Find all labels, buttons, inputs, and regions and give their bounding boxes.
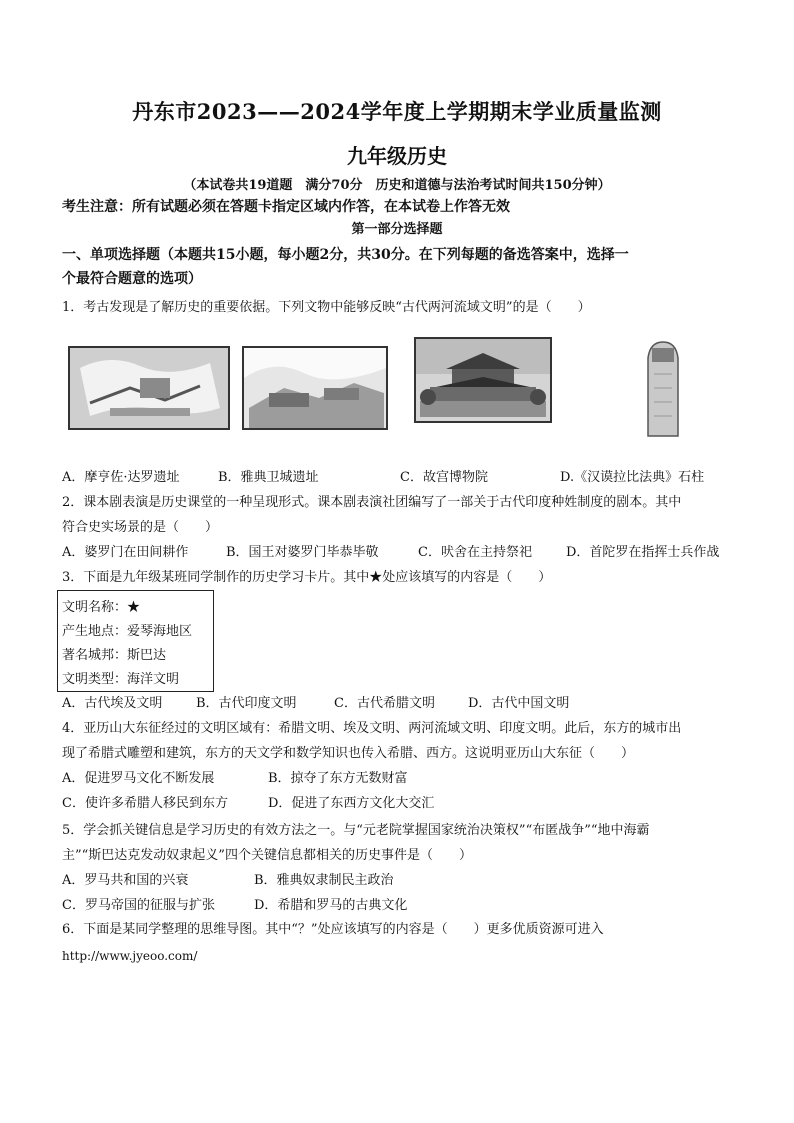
q2-stem-line1: 2．课本剧表演是历史课堂的一种呈现形式。课本剧表演社团编写了一部关于古代印度种姓制度的剧本。其中	[62, 495, 682, 510]
q4-options-row1	[62, 770, 734, 788]
notice: 考生注意：所有试题必须在答题卡指定区域内作答，在本试卷上作答无效	[62, 199, 510, 215]
q1-option-c: C．故宫博物院	[400, 470, 488, 485]
stele-photo	[640, 340, 686, 438]
card-line-type: 文明类型：海洋文明	[62, 672, 180, 687]
q1-options	[62, 469, 734, 487]
q4-option-c: C．使许多希腊人移民到东方	[62, 796, 228, 811]
ruins-photo-b	[242, 346, 388, 430]
q3-option-d: D．古代中国文明	[468, 696, 570, 711]
source-url[interactable]: http://www.jyeoo.com/	[62, 949, 198, 963]
q3-option-a: A．古代埃及文明	[62, 696, 163, 711]
exam-subtitle: 九年级历史	[347, 144, 447, 168]
card-line-name: 文明名称：★	[62, 600, 141, 615]
q4-option-d: D．促进了东西方文化大交汇	[268, 796, 435, 811]
q2-option-b: B．国王对婆罗门毕恭毕敬	[226, 545, 379, 560]
q5-options-row1	[62, 872, 734, 890]
card-line-place: 产生地点：爱琴海地区	[62, 624, 193, 639]
q5-option-b: B．雅典奴隶制民主政治	[254, 873, 394, 888]
q3-options	[62, 695, 734, 713]
q5-stem-line1: 5．学会抓关键信息是学习历史的有效方法之一。与“元老院掌握国家统治决策权”“布匿战争”“地中海霸	[62, 823, 650, 838]
part-heading: 第一部分选择题	[351, 222, 443, 237]
q2-option-c: C．吠舍在主持祭祀	[418, 545, 532, 560]
section-heading-line1: 一、单项选择题（本题共15小题，每小题2分，共30分。在下列每题的备选答案中，选择一	[62, 247, 629, 263]
q5-stem-line2: 主”“斯巴达克发动奴隶起义”四个关键信息都相关的历史事件是（ ）	[62, 848, 472, 863]
q2-option-d: D．首陀罗在指挥士兵作战	[566, 545, 720, 560]
q5-option-d: D．希腊和罗马的古典文化	[254, 898, 408, 913]
exam-info: （本试卷共19道题 满分70分 历史和道德与法治考试时间共150分钟）	[183, 178, 611, 193]
q4-options-row2	[62, 795, 734, 813]
q4-stem-line2: 现了希腊式雕塑和建筑，东方的天文学和数学知识也传入希腊、西方。这说明亚历山大东征（ ）	[62, 746, 635, 761]
q5-option-a: A．罗马共和国的兴衰	[62, 873, 189, 888]
q6-stem: 6．下面是某同学整理的思维导图。其中“？”处应该填写的内容是（ ）更多优质资源可进入	[62, 922, 604, 937]
q4-stem-line1: 4．亚历山大东征经过的文明区域有：希腊文明、埃及文明、两河流域文明、印度文明。此后，东方的城市出	[62, 721, 682, 736]
q2-options	[62, 544, 734, 562]
q3-option-c: C．古代希腊文明	[334, 696, 435, 711]
study-card	[57, 590, 214, 692]
q5-options-row2	[62, 897, 734, 915]
q2-option-a: A．婆罗门在田间耕作	[62, 545, 189, 560]
q1-stem: 1．考古发现是了解历史的重要依据。下列文物中能够反映“古代两河流域文明”的是（ ）	[62, 300, 591, 315]
q4-option-b: B．掠夺了东方无数财富	[268, 771, 408, 786]
q2-stem-line2: 符合史实场景的是（ ）	[62, 520, 219, 535]
q3-option-b: B．古代印度文明	[196, 696, 297, 711]
q1-option-a: A．摩亨佐·达罗遗址	[62, 470, 180, 485]
palace-museum-photo	[414, 337, 552, 423]
section-heading-line2: 个最符合题意的选项）	[62, 271, 202, 287]
q4-option-a: A．促进罗马文化不断发展	[62, 771, 215, 786]
exam-title: 丹东市2023——2024学年度上学期期末学业质量监测	[132, 99, 662, 124]
ruins-photo-a	[68, 346, 230, 430]
q1-option-d: D.《汉谟拉比法典》石柱	[560, 470, 705, 485]
q5-option-c: C．罗马帝国的征服与扩张	[62, 898, 215, 913]
card-line-city: 著名城邦：斯巴达	[62, 648, 167, 663]
q3-stem: 3．下面是九年级某班同学制作的历史学习卡片。其中★处应该填写的内容是（ ）	[62, 570, 552, 585]
q1-option-b: B．雅典卫城遗址	[218, 470, 319, 485]
